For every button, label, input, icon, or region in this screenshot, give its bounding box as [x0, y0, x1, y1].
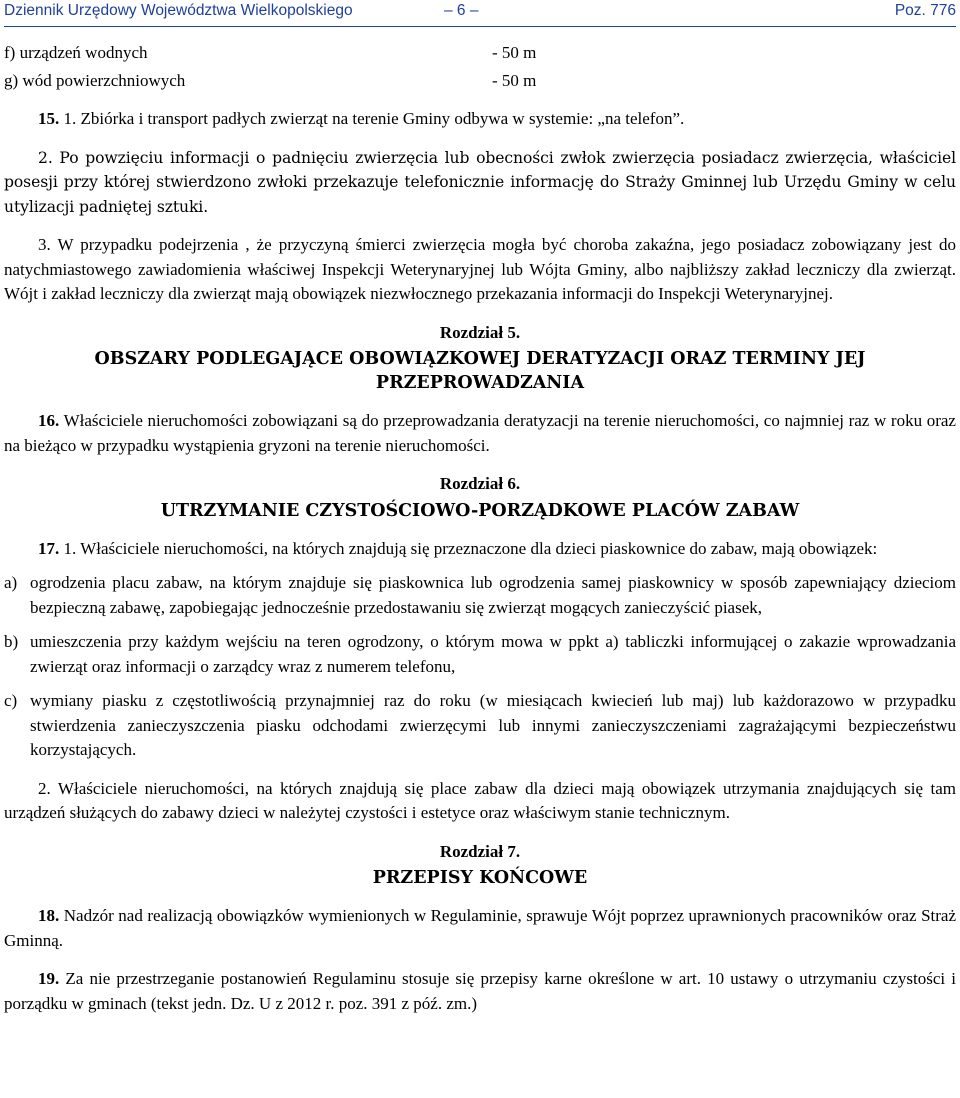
- page-header: [4, 0, 956, 27]
- list-item: [4, 689, 956, 763]
- list-item-text: wymiany piasku z częstotliwością przynajmniej raz do roku (w miesiącach kwiecień lub maj) lub każdorazowo w przypadku stwierdzenia zanieczyszczenia piasku odchodami zwierzęcymi lub innymi zanieczyszczeniami zagrażającymi bezpieczeństwu korzystających.: [30, 691, 956, 759]
- chapter-7-title: PRZEPISY KOŃCOWE: [372, 868, 588, 888]
- chapter-7-label: Rozdział 7.: [439, 841, 521, 861]
- paragraph-text: 3. W przypadku podejrzenia , że przyczyną śmierci zwierzęcia mogła być choroba zakaźna, jego posiadacz zobowiązany jest do natychmiastowego zawiadomienia właściwej Inspekcji Weterynaryjnej lub Wójta Gminy, albo najbliższy zakład leczniczy dla zwierząt. Wójt i zakład leczniczy dla zwierząt mają obowiązek niezwłocznego przekazania informacji do Inspekcji Weterynaryjnej.: [4, 235, 956, 303]
- distance-label: g) wód powierzchniowych: [4, 71, 186, 90]
- list-item: [4, 630, 956, 679]
- chapter-5-label: Rozdział 5.: [439, 322, 521, 342]
- list-marker: c): [4, 691, 18, 710]
- section-17-para-1: [4, 537, 956, 562]
- section-19: [4, 967, 956, 1016]
- list-item-text: umieszczenia przy każdym wejściu na teren ogrodzony, o którym mowa w ppkt a) tabliczki informującej o zakazie wprowadzania zwierząt oraz informacji o zarządcy wraz z numerem telefonu,: [30, 632, 956, 676]
- list-marker: b): [4, 632, 19, 651]
- section-number: 19.: [38, 969, 60, 988]
- section-15-para-2: [4, 146, 956, 220]
- section-number: 15.: [38, 109, 60, 128]
- journal-title: Dziennik Urzędowy Województwa Wielkopolskiego: [4, 2, 353, 19]
- list-marker: a): [4, 573, 18, 592]
- paragraph-text: 2. Po powzięciu informacji o padnięciu zwierzęcia lub obecności zwłok zwierzęcia posiadacz zwierzęcia, właściciel posesji przy której stwierdzono zwłoki przekazuje telefonicznie informację do Straży Gminnej lub Urzędu Gminy w celu utylizacji padniętej sztuki.: [4, 148, 956, 216]
- section-17-para-2: [4, 777, 956, 826]
- section-15-para-1: [4, 107, 956, 132]
- distance-value: - 50 m: [492, 71, 537, 90]
- distance-label: f) urządzeń wodnych: [4, 43, 148, 62]
- section-15-para-3: [4, 233, 956, 307]
- distance-value: - 50 m: [492, 43, 537, 62]
- paragraph-text: 2. Właściciele nieruchomości, na których znajdują się place zabaw dla dzieci mają obowiązek utrzymania znajdujących się tam urządzeń służących do zabawy dzieci w należytej czystości i estetyce oraz właściwym stanie technicznym.: [4, 778, 956, 822]
- paragraph-text: 1. Właściciele nieruchomości, na których znajdują się przeznaczone dla dzieci piaskownice do zabaw, mają obowiązek:: [63, 538, 878, 558]
- chapter-6-title: UTRZYMANIE CZYSTOŚCIOWO-PORZĄDKOWE PLACÓW ZABAW: [160, 500, 800, 521]
- section-16: [4, 409, 956, 458]
- distance-row: [4, 69, 956, 97]
- distance-row: [4, 41, 956, 69]
- section-number: 17.: [38, 538, 60, 558]
- chapter-6-label: Rozdział 6.: [439, 474, 521, 493]
- paragraph-text: Za nie przestrzeganie postanowień Regulaminu stosuje się przepisy karne określone w art. 10 ustawy o utrzymaniu czystości i porządku w gminach (tekst jedn. Dz. U z 2012 r. poz. 391 z póź. zm.): [4, 969, 956, 1013]
- section-18: [4, 904, 956, 953]
- paragraph-text: 1. Zbiórka i transport padłych zwierząt na terenie Gminy odbywa w systemie: „na telefon”.: [63, 109, 685, 128]
- position-number: Poz. 776: [894, 2, 956, 19]
- paragraph-text: Nadzór nad realizacją obowiązków wymienionych w Regulaminie, sprawuje Wójt poprzez uprawnionych pracowników oraz Straż Gminną.: [4, 906, 956, 950]
- list-item-text: ogrodzenia placu zabaw, na którym znajduje się piaskownica lub ogrodzenia samej piaskownicy w sposób zapewniający dzieciom bezpieczną zabawę, zapobiegając jednocześnie przedostawaniu się zwierząt mogących zanieczyścić piasek,: [30, 573, 956, 617]
- section-number: 16.: [38, 411, 60, 430]
- section-number: 18.: [38, 906, 60, 925]
- page-number: – 6 –: [444, 2, 479, 19]
- chapter-5-title: OBSZARY PODLEGAJĄCE OBOWIĄZKOWEJ DERATYZACJI ORAZ TERMINY JEJ PRZEPROWADZANIA: [94, 349, 866, 393]
- list-item: [4, 571, 956, 620]
- paragraph-text: Właściciele nieruchomości zobowiązani są do przeprowadzania deratyzacji na terenie nieruchomości, co najmniej raz w roku oraz na bieżąco w przypadku wystąpienia gryzoni na terenie nieruchomości.: [4, 411, 956, 455]
